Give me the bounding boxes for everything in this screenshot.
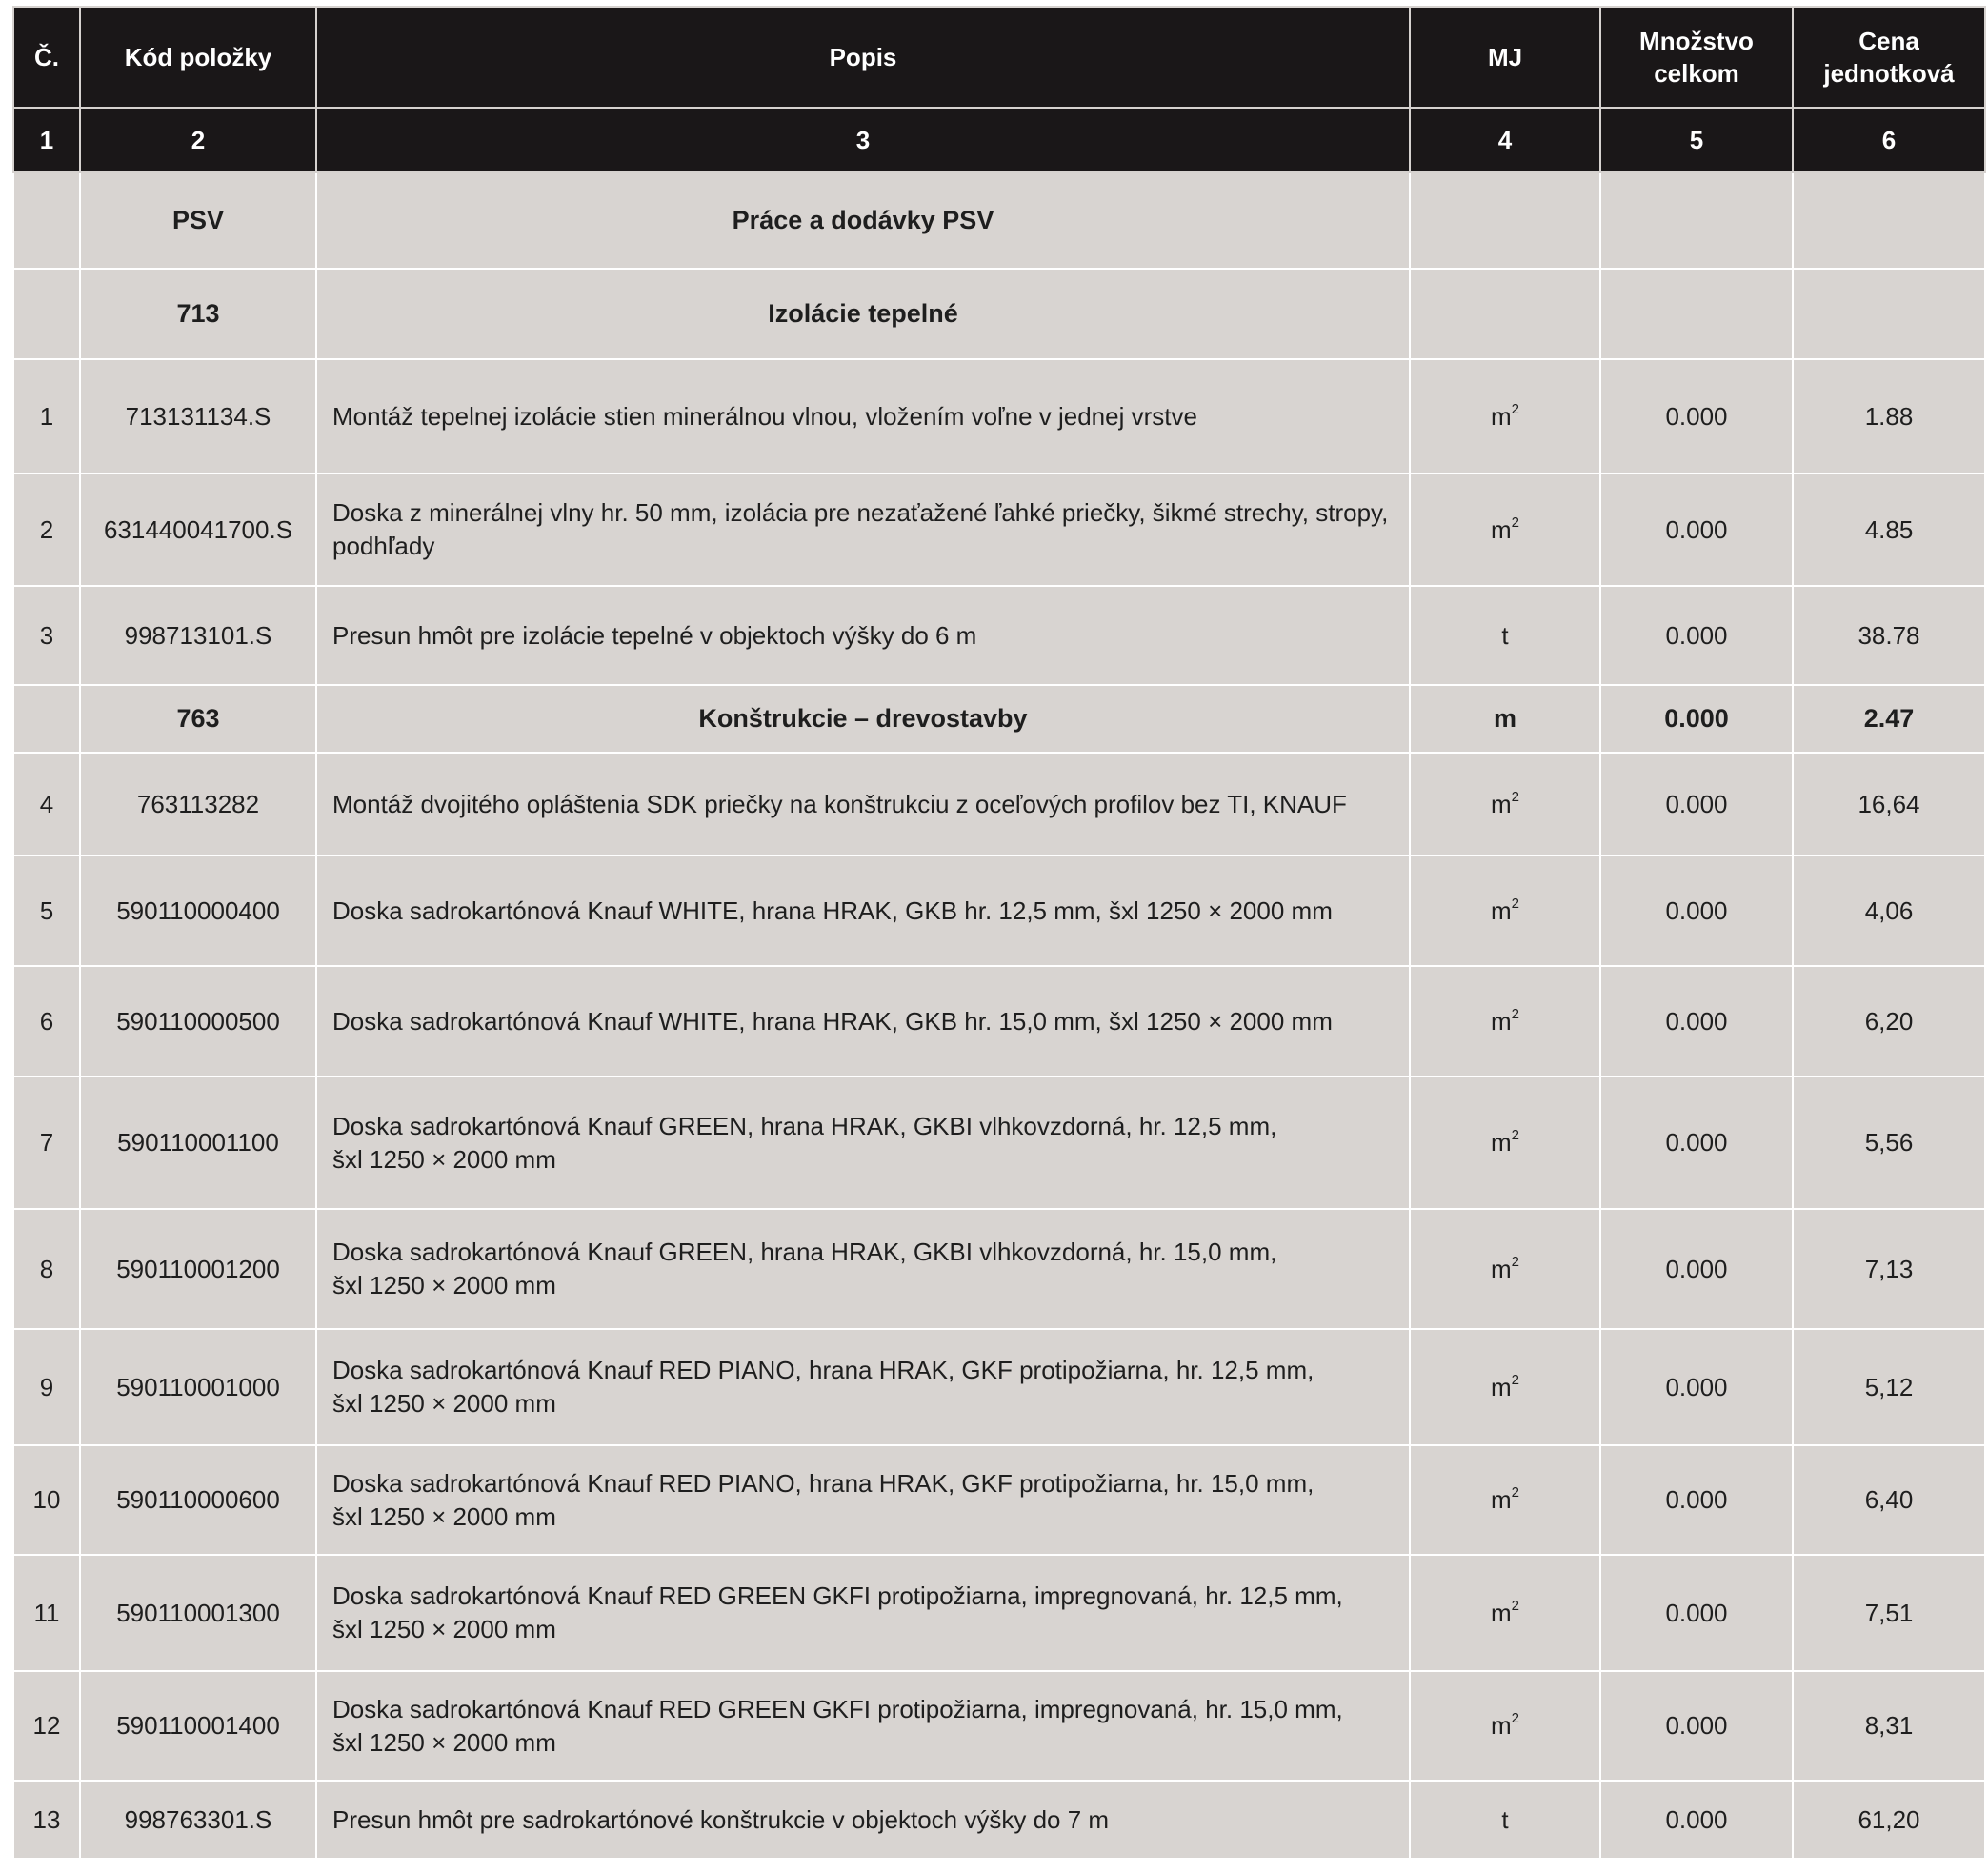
item-code: 590110000400: [80, 856, 316, 966]
quantity-cell: [1600, 172, 1793, 269]
item-code: 590110001000: [80, 1329, 316, 1445]
unit-price-cell: 2.47: [1793, 685, 1985, 753]
row-number: 13: [13, 1781, 80, 1859]
unit-text: m: [1490, 1254, 1512, 1283]
description-text: Presun hmôt pre izolácie tepelné v objektoch výšky do 6 m: [332, 620, 977, 650]
item-description: [316, 753, 1410, 856]
description-text: Montáž tepelnej izolácie stien minerálnou vlnou, vložením voľne v jednej vrstve: [332, 401, 1197, 431]
item-code: PSV: [80, 172, 316, 269]
table-row: [13, 966, 1985, 1077]
item-description: [316, 1781, 1410, 1859]
row-number: 1: [13, 359, 80, 473]
description-text: Doska sadrokartónová Knauf RED PIANO, hrana HRAK, GKF protipožiarna, hr. 12,5 mm,: [332, 1356, 1315, 1384]
unit-cell: [1410, 1555, 1600, 1671]
unit-superscript: 2: [1511, 1597, 1519, 1614]
unit-cell: [1410, 359, 1600, 473]
header-col-qty-label: Množstvo celkom: [1639, 27, 1754, 88]
unit-cell: [1410, 1781, 1600, 1859]
header-col-unit: MJ: [1410, 7, 1600, 108]
quantity-cell: 0.000: [1600, 1077, 1793, 1209]
unit-price-cell: [1793, 172, 1985, 269]
item-code: 763113282: [80, 753, 316, 856]
unit-text: t: [1501, 1804, 1509, 1834]
item-description: [316, 1209, 1410, 1329]
unit-price-cell: 6,20: [1793, 966, 1985, 1077]
description-text: Doska sadrokartónová Knauf WHITE, hrana HRAK, GKB hr. 15,0 mm, šxl 1250 × 2000 mm: [332, 1006, 1333, 1036]
unit-price-cell: 4.85: [1793, 473, 1985, 586]
table-row: [13, 856, 1985, 966]
item-description: [316, 172, 1410, 269]
header-number-row: [13, 108, 1985, 172]
row-number: 6: [13, 966, 80, 1077]
row-number: 10: [13, 1445, 80, 1555]
unit-price-cell: 4,06: [1793, 856, 1985, 966]
table-body: [13, 172, 1985, 1859]
row-number: 8: [13, 1209, 80, 1329]
quantity-cell: 0.000: [1600, 1671, 1793, 1781]
unit-text: m: [1490, 514, 1512, 544]
description-text: Doska sadrokartónová Knauf RED GREEN GKFI protipožiarna, impregnovaná, hr. 15,0 mm,: [332, 1694, 1343, 1723]
item-description: [316, 1555, 1410, 1671]
description-text: Presun hmôt pre sadrokartónové konštrukcie v objektoch výšky do 7 m: [332, 1804, 1110, 1834]
unit-text: m: [1490, 1598, 1512, 1627]
description-text: Doska sadrokartónová Knauf GREEN, hrana HRAK, GKBI vlhkovzdorná, hr. 15,0 mm,: [332, 1238, 1277, 1266]
item-code: 998713101.S: [80, 586, 316, 685]
item-description: [316, 473, 1410, 586]
unit-cell: [1410, 586, 1600, 685]
description-text: Konštrukcie – drevostavby: [698, 704, 1028, 733]
header-num-2: 2: [80, 108, 316, 172]
quantity-cell: 0.000: [1600, 1445, 1793, 1555]
quantity-cell: 0.000: [1600, 473, 1793, 586]
price-table: [12, 6, 1986, 1860]
unit-superscript: 2: [1511, 1253, 1519, 1270]
item-description: [316, 359, 1410, 473]
row-number: 9: [13, 1329, 80, 1445]
item-description: [316, 685, 1410, 753]
quantity-cell: 0.000: [1600, 753, 1793, 856]
description-text: Montáž dvojitého opláštenia SDK priečky na konštrukciu z oceľových profilov bez TI, KNAUF: [332, 789, 1347, 818]
quantity-cell: 0.000: [1600, 586, 1793, 685]
item-description: [316, 966, 1410, 1077]
row-number: 11: [13, 1555, 80, 1671]
header-num-4: 4: [1410, 108, 1600, 172]
unit-price-cell: 61,20: [1793, 1781, 1985, 1859]
unit-superscript: 2: [1511, 788, 1519, 805]
description-text-line2: šxl 1250 × 2000 mm: [332, 1271, 556, 1299]
description-text-line2: šxl 1250 × 2000 mm: [332, 1501, 556, 1531]
item-description: [316, 856, 1410, 966]
unit-cell: [1410, 685, 1600, 753]
table-row: [13, 753, 1985, 856]
header-col-qty: [1600, 7, 1793, 108]
quantity-cell: 0.000: [1600, 966, 1793, 1077]
item-code: 590110000600: [80, 1445, 316, 1555]
quantity-cell: 0.000: [1600, 1329, 1793, 1445]
quantity-cell: 0.000: [1600, 1781, 1793, 1859]
item-code: 590110001300: [80, 1555, 316, 1671]
row-number: [13, 172, 80, 269]
unit-price-cell: 5,56: [1793, 1077, 1985, 1209]
row-number: 12: [13, 1671, 80, 1781]
unit-cell: [1410, 1671, 1600, 1781]
quantity-cell: [1600, 269, 1793, 359]
row-number: 2: [13, 473, 80, 586]
unit-superscript: 2: [1511, 1127, 1519, 1144]
header-col-desc: Popis: [316, 7, 1410, 108]
table-row: [13, 586, 1985, 685]
header-col-price-label: Cena jednotková: [1823, 27, 1955, 88]
item-code: 998763301.S: [80, 1781, 316, 1859]
unit-text: t: [1501, 620, 1509, 650]
unit-price-cell: 38.78: [1793, 586, 1985, 685]
description-text: Izolácie tepelné: [768, 299, 958, 328]
row-number: 4: [13, 753, 80, 856]
description-text: Doska z minerálnej vlny hr. 50 mm, izolácia pre nezaťažené ľahké priečky, šikmé strechy, stropy, podhľady: [332, 498, 1389, 560]
section-row: [13, 685, 1985, 753]
unit-cell: [1410, 1329, 1600, 1445]
header-col-price: [1793, 7, 1985, 108]
description-text-line2: šxl 1250 × 2000 mm: [332, 1389, 556, 1418]
item-description: [316, 269, 1410, 359]
unit-superscript: 2: [1511, 1710, 1519, 1727]
unit-price-cell: 1.88: [1793, 359, 1985, 473]
header-num-6: 6: [1793, 108, 1985, 172]
item-description: [316, 586, 1410, 685]
table-row: [13, 1671, 1985, 1781]
item-description: [316, 1329, 1410, 1445]
table-row: [13, 359, 1985, 473]
quantity-cell: 0.000: [1600, 685, 1793, 753]
table-row: [13, 1555, 1985, 1671]
table-row: [13, 1077, 1985, 1209]
item-description: [316, 1077, 1410, 1209]
item-description: [316, 1445, 1410, 1555]
unit-price-cell: 6,40: [1793, 1445, 1985, 1555]
unit-cell: [1410, 856, 1600, 966]
item-code: 590110000500: [80, 966, 316, 1077]
unit-text: m: [1490, 1711, 1512, 1740]
quantity-cell: 0.000: [1600, 359, 1793, 473]
item-code: 631440041700.S: [80, 473, 316, 586]
section-row: [13, 172, 1985, 269]
table-row: [13, 1209, 1985, 1329]
unit-cell: [1410, 1209, 1600, 1329]
header-num-3: 3: [316, 108, 1410, 172]
unit-price-cell: [1793, 269, 1985, 359]
row-number: [13, 685, 80, 753]
unit-price-cell: 7,13: [1793, 1209, 1985, 1329]
item-code: 590110001100: [80, 1077, 316, 1209]
table-row: [13, 1445, 1985, 1555]
item-code: 713131134.S: [80, 359, 316, 473]
unit-cell: [1410, 966, 1600, 1077]
table-row: [13, 473, 1985, 586]
header-num-5: 5: [1600, 108, 1793, 172]
description-text-line2: šxl 1250 × 2000 mm: [332, 1727, 556, 1757]
unit-price-cell: 7,51: [1793, 1555, 1985, 1671]
unit-text: m: [1490, 896, 1512, 925]
unit-cell: [1410, 1077, 1600, 1209]
unit-superscript: 2: [1511, 514, 1519, 531]
unit-cell: [1410, 172, 1600, 269]
unit-superscript: 2: [1511, 1371, 1519, 1388]
row-number: [13, 269, 80, 359]
item-code: 713: [80, 269, 316, 359]
unit-cell: [1410, 473, 1600, 586]
unit-superscript: 2: [1511, 1484, 1519, 1501]
header-col-code: Kód položky: [80, 7, 316, 108]
unit-text: m: [1490, 1128, 1512, 1157]
description-text: Doska sadrokartónová Knauf RED GREEN GKFI protipožiarna, impregnovaná, hr. 12,5 mm,: [332, 1581, 1343, 1610]
row-number: 7: [13, 1077, 80, 1209]
unit-cell: [1410, 753, 1600, 856]
unit-superscript: 2: [1511, 895, 1519, 912]
unit-text: m: [1490, 1006, 1512, 1036]
description-text: Doska sadrokartónová Knauf RED PIANO, hrana HRAK, GKF protipožiarna, hr. 15,0 mm,: [332, 1468, 1315, 1498]
quantity-cell: 0.000: [1600, 1209, 1793, 1329]
unit-superscript: 2: [1511, 400, 1519, 417]
header-row: [13, 7, 1985, 108]
unit-cell: [1410, 1445, 1600, 1555]
unit-text: m: [1490, 401, 1512, 431]
price-table-container: [12, 6, 1984, 1860]
quantity-cell: 0.000: [1600, 1555, 1793, 1671]
unit-cell: [1410, 269, 1600, 359]
unit-text: m: [1493, 704, 1516, 733]
unit-price-cell: 5,12: [1793, 1329, 1985, 1445]
table-row: [13, 1781, 1985, 1859]
description-text-line2: šxl 1250 × 2000 mm: [332, 1615, 556, 1643]
section-row: [13, 269, 1985, 359]
unit-price-cell: 8,31: [1793, 1671, 1985, 1781]
quantity-cell: 0.000: [1600, 856, 1793, 966]
item-code: 590110001400: [80, 1671, 316, 1781]
header-col-no: Č.: [13, 7, 80, 108]
header-num-1: 1: [13, 108, 80, 172]
row-number: 5: [13, 856, 80, 966]
item-code: 763: [80, 685, 316, 753]
description-text: Práce a dodávky PSV: [732, 206, 994, 234]
unit-price-cell: 16,64: [1793, 753, 1985, 856]
item-code: 590110001200: [80, 1209, 316, 1329]
description-text: Doska sadrokartónová Knauf WHITE, hrana HRAK, GKB hr. 12,5 mm, šxl 1250 × 2000 mm: [332, 896, 1333, 925]
item-description: [316, 1671, 1410, 1781]
unit-text: m: [1490, 1485, 1512, 1514]
row-number: 3: [13, 586, 80, 685]
unit-text: m: [1490, 789, 1512, 818]
description-text-line2: šxl 1250 × 2000 mm: [332, 1144, 556, 1174]
description-text: Doska sadrokartónová Knauf GREEN, hrana HRAK, GKBI vlhkovzdorná, hr. 12,5 mm,: [332, 1111, 1277, 1140]
unit-superscript: 2: [1511, 1005, 1519, 1022]
table-header: [13, 7, 1985, 172]
table-row: [13, 1329, 1985, 1445]
unit-text: m: [1490, 1372, 1512, 1401]
